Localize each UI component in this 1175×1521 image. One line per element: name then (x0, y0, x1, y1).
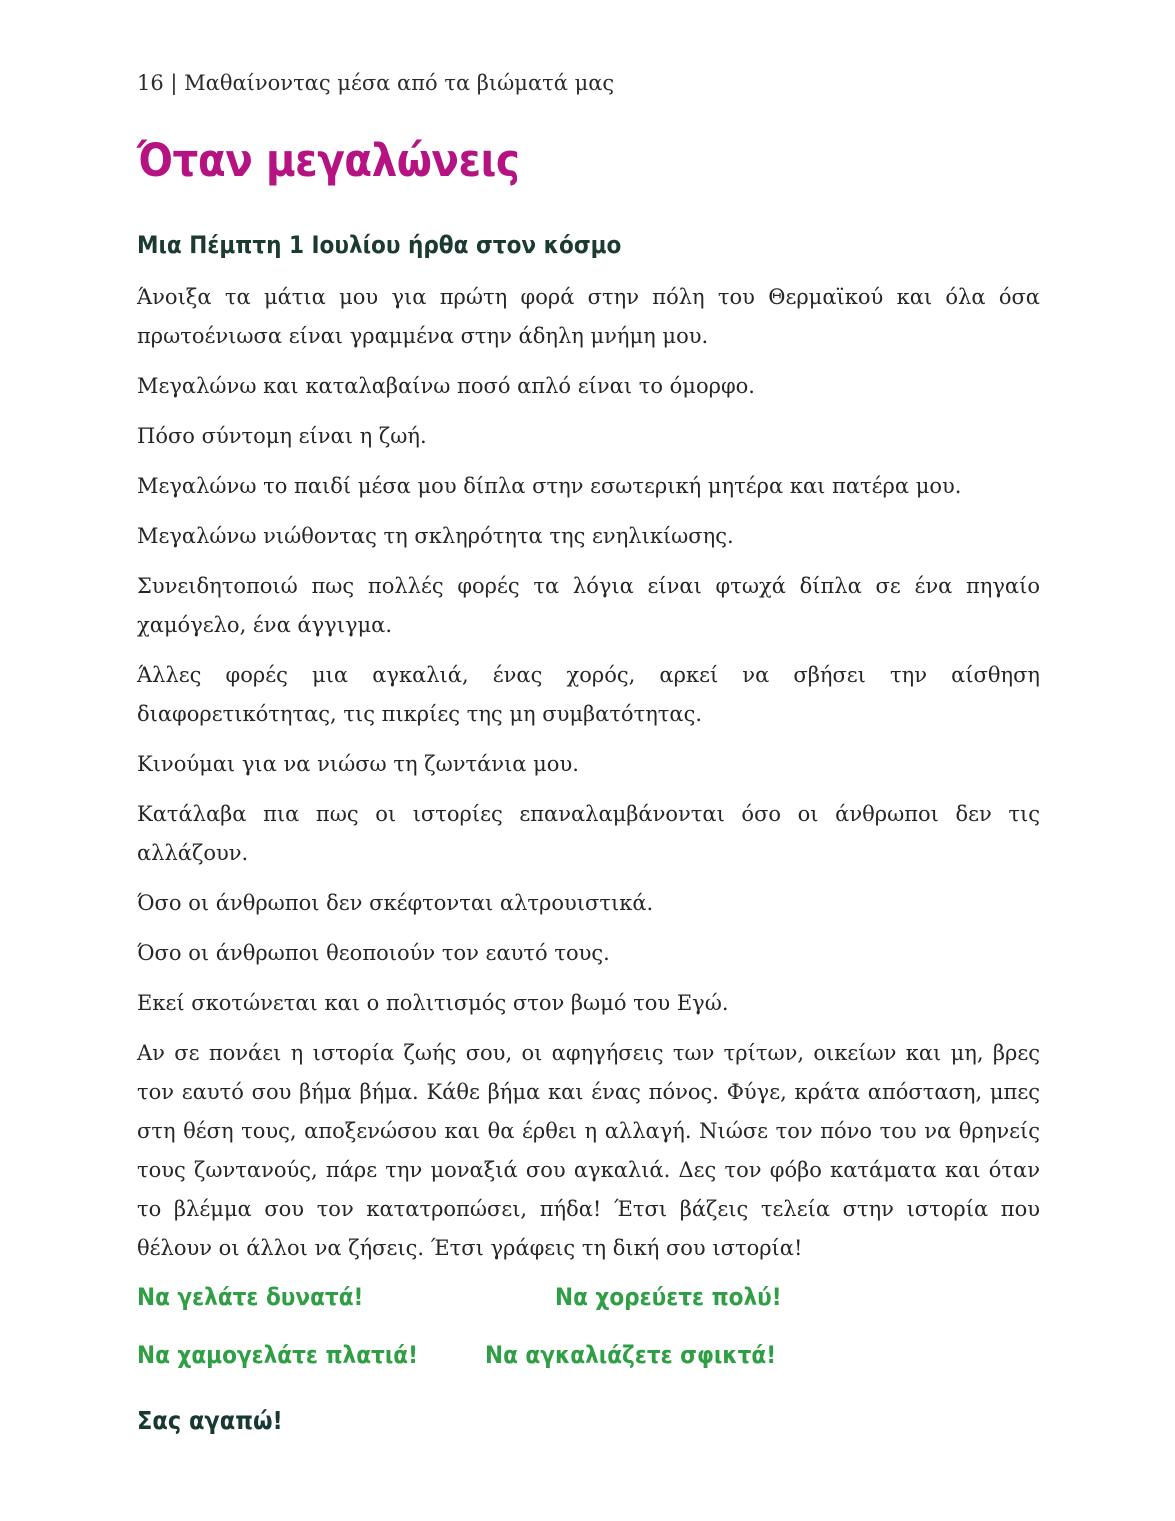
wish-laugh: Να γελάτε δυνατά! (137, 1283, 364, 1311)
running-header: 16 | Μαθαίνοντας μέσα από τα βιώματά μας (137, 71, 615, 95)
body-paragraph: Άλλες φορές μια αγκαλιά, ένας χορός, αρκεί να σβήσει την αίσθηση διαφορετικότητας, τις πικρίες της μη συμβατότητας. (137, 663, 1040, 726)
wishes-block (137, 1282, 1040, 1370)
body-paragraph: Μεγαλώνω και καταλαβαίνω ποσό απλό είναι το όμορφο. (137, 374, 755, 398)
body-paragraph: Όσο οι άνθρωποι θεοποιούν τον εαυτό τους. (137, 941, 610, 965)
chapter-title: Όταν μεγαλώνεις (137, 134, 520, 187)
section-heading: Μια Πέμπτη 1 Ιουλίου ήρθα στον κόσμο (137, 231, 622, 259)
body-paragraph: Πόσο σύντομη είναι η ζωή. (137, 424, 427, 448)
body-paragraph: Κατάλαβα πια πως οι ιστορίες επαναλαμβάνονται όσο οι άνθρωποι δεν τις αλλάζουν. (137, 802, 1040, 865)
body-paragraph: Αν σε πονάει η ιστορία ζωής σου, οι αφηγήσεις των τρίτων, οικείων και μη, βρες τον εαυτό σου βήμα βήμα. Κάθε βήμα και ένας πόνος. Φύγε, κράτα απόσταση, μπες στη θέση τους, αποξενώσου και θα έρθει η αλλαγή. Νιώσε τον πόνο του να θρηνείς τους ζωντανούς, πάρε την μοναξιά σου αγκαλιά. Δες τον φόβο κατάματα και όταν το βλέμμα σου τον κατατροπώσει, πήδα! Έτσι βάζεις τελεία στην ιστορία που θέλουν οι άλλοι να ζήσεις. Έτσι γράφεις τη δική σου ιστορία! (137, 1041, 1040, 1260)
wish-row (137, 1282, 1040, 1312)
wish-hug: Να αγκαλιάζετε σφικτά! (485, 1341, 777, 1369)
wish-smile: Να χαμογελάτε πλατιά! (137, 1341, 418, 1369)
body-paragraph: Άνοιξα τα μάτια μου για πρώτη φορά στην πόλη του Θερμαϊκού και όλα όσα πρωτοένιωσα είναι γραμμένα στην άδηλη μνήμη μου. (137, 285, 1040, 348)
body-paragraph: Μεγαλώνω νιώθοντας τη σκληρότητα της ενηλικίωσης. (137, 524, 734, 548)
body-text (137, 278, 1040, 1268)
body-paragraph: Μεγαλώνω το παιδί μέσα μου δίπλα στην εσωτερική μητέρα και πατέρα μου. (137, 474, 962, 498)
closing-line: Σας αγαπώ! (137, 1406, 283, 1435)
body-paragraph: Συνειδητοποιώ πως πολλές φορές τα λόγια είναι φτωχά δίπλα σε ένα πηγαίο χαμόγελο, ένα άγγιγμα. (137, 574, 1040, 637)
wish-row (137, 1340, 1040, 1370)
body-paragraph: Εκεί σκοτώνεται και ο πολιτισμός στον βωμό του Εγώ. (137, 991, 729, 1015)
body-paragraph: Κινούμαι για να νιώσω τη ζωντάνια μου. (137, 752, 579, 776)
wish-dance: Να χορεύετε πολύ! (555, 1283, 782, 1311)
body-paragraph: Όσο οι άνθρωποι δεν σκέφτονται αλτρουιστικά. (137, 891, 654, 915)
